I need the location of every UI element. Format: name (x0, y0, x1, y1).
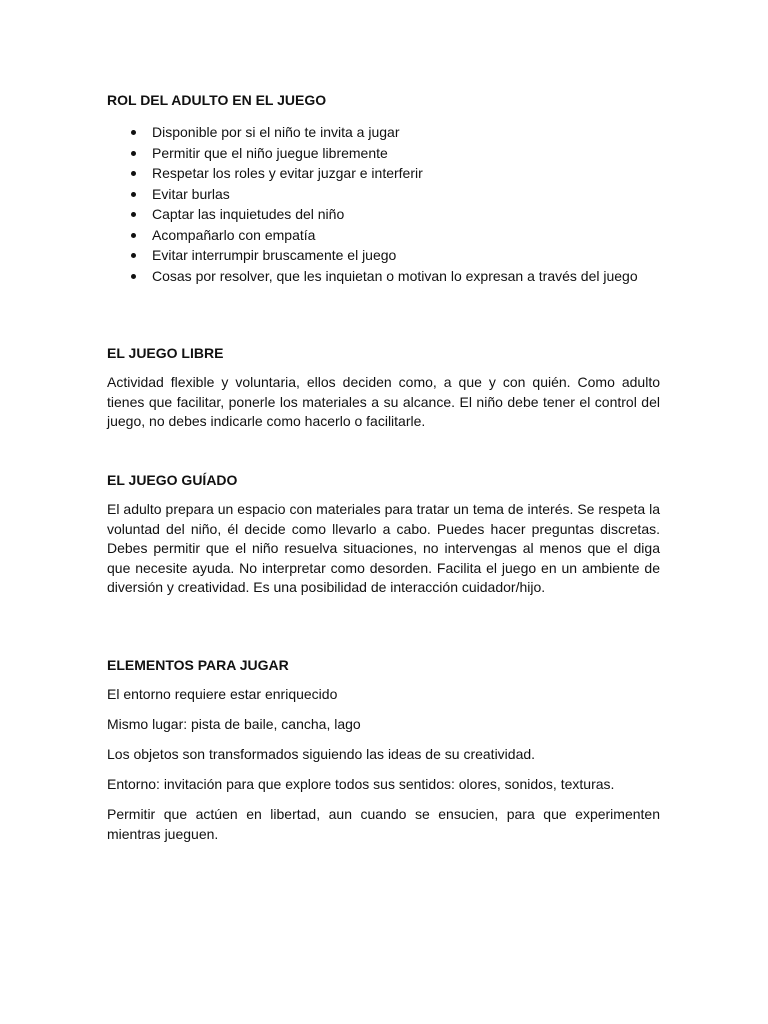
list-item (107, 184, 660, 205)
heading-juego-guiado: EL JUEGO GUÍADO (107, 472, 238, 488)
bullet-icon (131, 233, 136, 238)
rol-bullet-list (107, 122, 660, 286)
list-item (107, 245, 660, 266)
bullet-icon (131, 130, 136, 135)
list-item (107, 266, 660, 287)
list-item (107, 163, 660, 184)
heading-elementos-para-jugar: ELEMENTOS PARA JUGAR (107, 657, 289, 673)
elementos-line: Entorno: invitación para que explore todos sus sentidos: olores, sonidos, texturas. (107, 776, 615, 792)
elementos-line: Permitir que actúen en libertad, aun cuando se ensucien, para que experimenten mientras jueguen. (107, 806, 660, 842)
list-item-text: Cosas por resolver, que les inquietan o motivan lo expresan a través del juego (152, 267, 638, 284)
heading-juego-libre: EL JUEGO LIBRE (107, 345, 224, 361)
list-item (107, 204, 660, 225)
elementos-line: Mismo lugar: pista de baile, cancha, lago (107, 716, 361, 732)
list-item-text: Permitir que el niño juegue libremente (152, 144, 388, 161)
list-item-text: Disponible por si el niño te invita a jugar (152, 124, 400, 140)
elementos-line: Los objetos son transformados siguiendo las ideas de su creatividad. (107, 746, 536, 762)
bullet-icon (131, 171, 136, 176)
list-item-text: Acompañarlo con empatía (152, 226, 316, 243)
elementos-line: El entorno requiere estar enriquecido (107, 686, 338, 702)
list-item (107, 225, 660, 246)
bullet-icon (131, 151, 136, 156)
paragraph-juego-libre: Actividad flexible y voluntaria, ellos deciden como, a que y con quién. Como adulto tienes que facilitar, ponerle los materiales a su alcance. El niño debe tener el control del juego, no debes indicarle como hacerlo o facilitarle. (107, 374, 660, 429)
list-item-text: Evitar interrumpir bruscamente el juego (152, 247, 397, 263)
paragraph-juego-guiado: El adulto prepara un espacio con materiales para tratar un tema de interés. Se respeta la voluntad del niño, él decide como llevarlo a cabo. Puedes hacer preguntas discretas. Debes permitir que el niño resuelva situaciones, no intervengas al menos que el diga que necesite ayuda. No interpretar como desorden. Facilita el juego en un ambiente de diversión y creatividad. Es una posibilidad de interacción cuidador/hijo. (107, 501, 660, 595)
bullet-icon (131, 212, 136, 217)
list-item-text: Respetar los roles y evitar juzgar e interferir (152, 165, 423, 181)
list-item-text: Evitar burlas (152, 185, 230, 202)
list-item (107, 143, 660, 164)
bullet-icon (131, 253, 136, 258)
list-item-text: Captar las inquietudes del niño (152, 206, 345, 222)
bullet-icon (131, 192, 136, 197)
bullet-icon (131, 274, 136, 279)
heading-rol-del-adulto: ROL DEL ADULTO EN EL JUEGO (107, 92, 327, 108)
list-item (107, 122, 660, 143)
